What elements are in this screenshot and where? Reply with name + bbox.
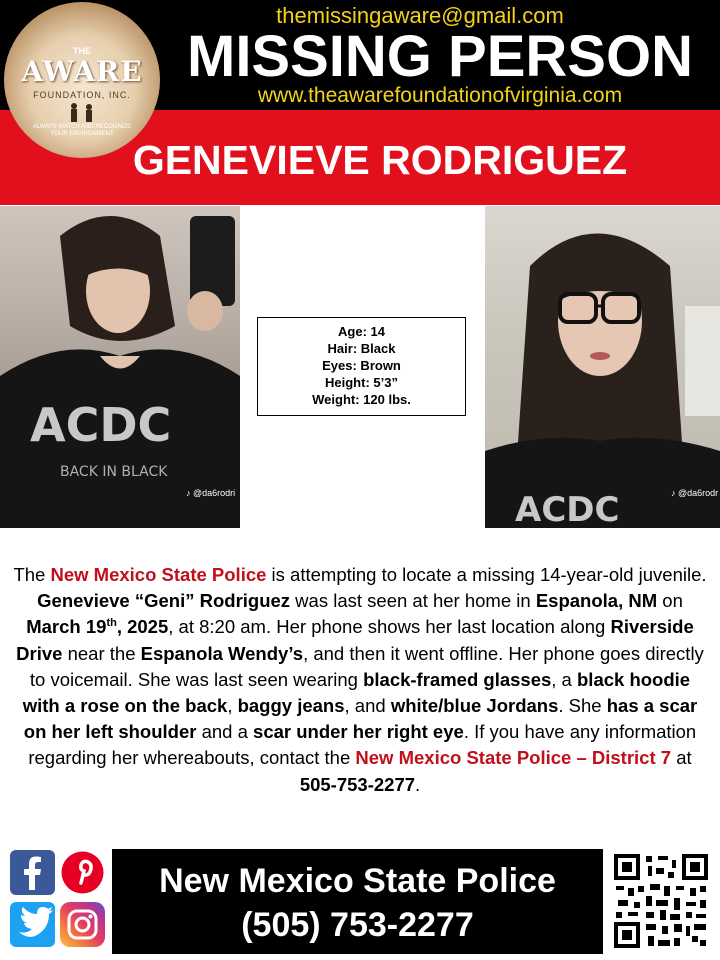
missing-person-name: GENEVIEVE RODRIGUEZ — [132, 137, 628, 183]
photo-right-illustration — [485, 206, 720, 528]
desc-text: and a — [196, 721, 254, 743]
aware-foundation-logo — [4, 2, 160, 158]
police-contact-box — [112, 849, 603, 954]
photo-left-watermark: ♪ @da6rodri — [186, 488, 236, 498]
police-phone[interactable]: (505) 753-2277 — [241, 906, 474, 944]
photo-right-watermark: ♪ @da6rodr — [671, 488, 719, 498]
qr-code-graphic — [612, 852, 710, 950]
police-name: New Mexico State Police — [159, 862, 556, 900]
poster-title: MISSING PERSON — [187, 24, 693, 89]
desc-hometown: Espanola, NM — [535, 590, 658, 612]
desc-last-location: Riverside Drive — [16, 616, 694, 664]
desc-agency: New Mexico State Police — [50, 564, 267, 585]
desc-scar-shoulder: has a scar on her left shoulder — [23, 695, 698, 743]
social-icons — [10, 850, 106, 950]
desc-date-suffix: th — [106, 617, 117, 630]
desc-clothing-shoes: white/blue Jordans — [390, 695, 559, 717]
desc-contact-agency: New Mexico State Police – District 7 — [355, 747, 672, 769]
stat-age: Age: 14 — [338, 324, 385, 339]
logo-figures-icon — [62, 102, 102, 124]
desc-clothing-hoodie: black hoodie with a rose on the back — [22, 668, 691, 717]
svg-text:ACDC: ACDC — [515, 490, 620, 528]
desc-text: , — [227, 695, 238, 717]
desc-date-year: , 2025 — [116, 616, 169, 638]
desc-text: . — [415, 773, 421, 795]
website-link[interactable]: www.theawarefoundationofvirginia.com — [257, 84, 623, 107]
desc-text: , and then it went offline. Her phone goes directly to voicemail. She was last seen wearing — [29, 642, 704, 690]
logo-the-text: THE — [73, 46, 91, 56]
physical-description-box — [257, 317, 466, 416]
desc-contact-phone[interactable]: 505-753-2277 — [299, 773, 416, 795]
desc-clothing-jeans: baggy jeans — [237, 695, 345, 717]
stat-weight: Weight: 120 lbs. — [312, 392, 411, 407]
facebook-icon[interactable] — [10, 850, 55, 895]
desc-text: The — [13, 564, 51, 585]
desc-full-name: Genevieve “Geni” Rodriguez — [37, 590, 291, 612]
svg-text:BACK IN BLACK: BACK IN BLACK — [60, 464, 168, 480]
desc-text: , and — [344, 695, 391, 717]
logo-aware-text: AWARE — [21, 55, 143, 88]
desc-date — [26, 616, 168, 637]
desc-text: , a — [551, 668, 577, 690]
desc-text: is attempting to locate a missing 14-year-old juvenile. — [266, 564, 707, 585]
missing-person-photo-right — [485, 206, 720, 528]
desc-text: , at 8:20 am. Her phone shows her last location along — [168, 616, 611, 638]
desc-text: . If you have any information regarding her whereabouts, contact the — [28, 721, 697, 769]
contact-email[interactable]: themissingaware@gmail.com — [276, 3, 564, 28]
desc-landmark: Espanola Wendy’s — [140, 642, 304, 664]
qr-code-icon[interactable] — [612, 852, 710, 950]
logo-foundation-text: FOUNDATION, INC. — [33, 90, 131, 100]
desc-scar-eye: scar under her right eye — [253, 721, 464, 743]
twitter-icon[interactable] — [10, 902, 55, 947]
stat-eyes: Eyes: Brown — [322, 358, 401, 373]
instagram-icon[interactable] — [60, 902, 105, 947]
desc-text: . She — [558, 695, 607, 717]
svg-text:ACDC: ACDC — [30, 398, 172, 452]
desc-text: was last seen at her home in — [290, 590, 536, 612]
desc-date-month: March 19 — [26, 616, 107, 638]
photo-left-illustration — [0, 206, 240, 528]
logo-tagline: ALWAYS WATCH AND RECOGNIZE YOUR ENVIRONMENT — [32, 124, 132, 137]
desc-text: on — [657, 590, 683, 612]
desc-clothing-glasses: black-framed glasses — [363, 668, 552, 690]
desc-text: near the — [62, 642, 141, 664]
case-description — [10, 562, 710, 798]
missing-person-photo-left — [0, 206, 240, 528]
stat-hair: Hair: Black — [327, 341, 396, 356]
desc-text: at — [671, 747, 692, 769]
pinterest-icon[interactable] — [60, 850, 105, 895]
stat-height: Height: 5’3” — [325, 375, 398, 390]
